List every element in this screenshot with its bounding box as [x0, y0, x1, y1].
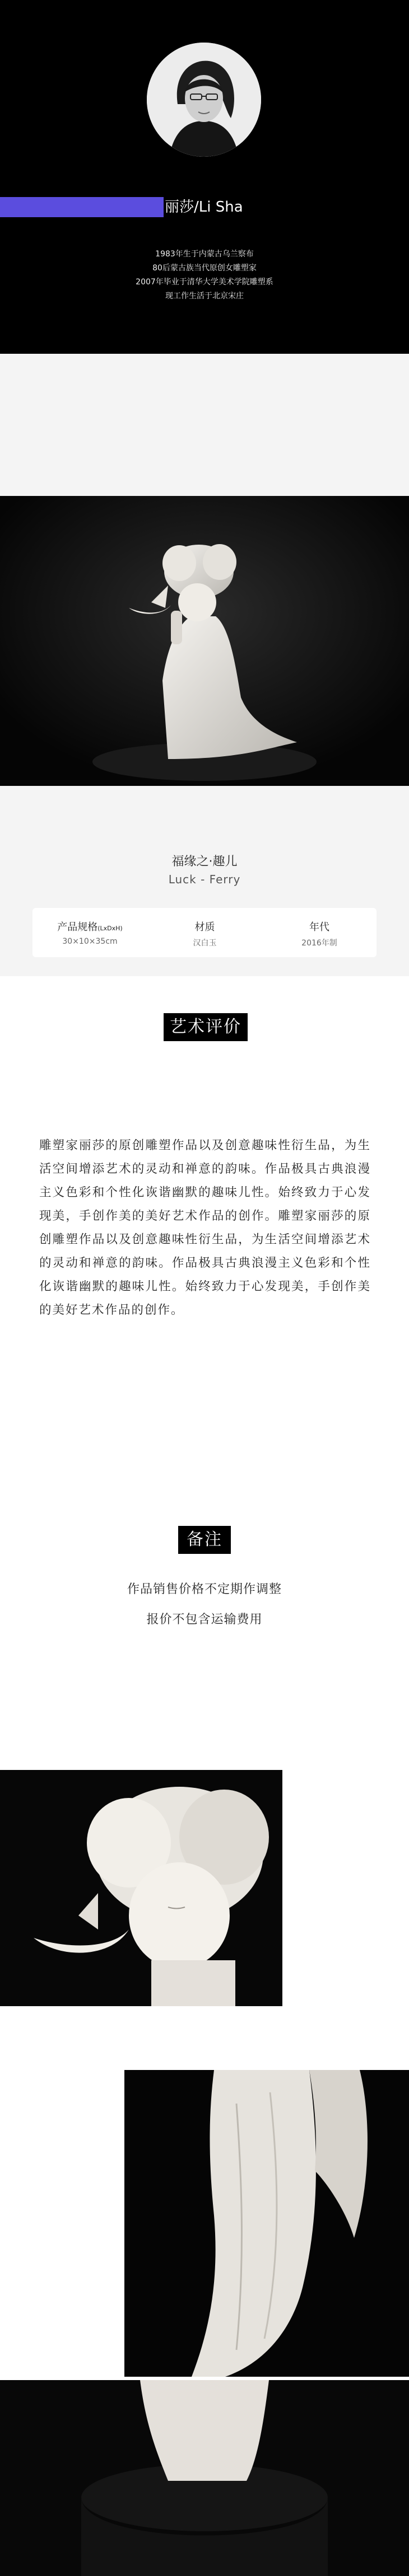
- bio-line: 2007年毕业于清华大学美术学院雕塑系: [136, 278, 273, 287]
- spec-label: 产品规格(LxDxH): [57, 921, 123, 933]
- bio-line: 现工作生活于北京宋庄: [165, 292, 244, 301]
- note-heading: 备注: [178, 1526, 231, 1554]
- spec-value: 30×10×35cm: [62, 937, 118, 946]
- note-line: 报价不包含运输费用: [146, 1613, 263, 1627]
- spec-size: [32, 908, 147, 957]
- spec-label: 材质: [194, 921, 215, 933]
- bio-line: 1983年生于内蒙古乌兰察布: [155, 250, 254, 259]
- artist-name-bar: [0, 197, 409, 217]
- artist-avatar: [147, 43, 261, 157]
- product-info: [0, 786, 409, 976]
- sculpture-photo-base: [0, 2380, 409, 2576]
- sculpture-photo-main: [0, 496, 409, 786]
- artist-name: 丽莎/Li Sha: [165, 199, 243, 216]
- product-subtitle: Luck - Ferry: [168, 873, 241, 886]
- review-text: 雕塑家丽莎的原创雕塑作品以及创意趣味性衍生品，为生活空间增添艺术的灵动和禅意的韵味。作品极具古典浪漫主义色彩和个性化诙谐幽默的趣味儿性。始终致力于心发现美，手创作美的美好艺术作品的创作。雕塑家丽莎的原创雕塑作品以及创意趣味性衍生品，为生活空间增添艺术的灵动和禅意的韵味。作品极具古典浪漫主义色彩和个性化诙谐幽默的趣味儿性。始终致力于心发现美，手创作美的美好艺术作品的创作。: [39, 1139, 371, 1317]
- spec-card: [32, 908, 377, 957]
- name-accent-bar: [0, 197, 164, 217]
- bio-line: 80后蒙古族当代原创女雕塑家: [152, 264, 257, 273]
- artist-bio: [0, 247, 409, 303]
- note-line: 作品销售价格不定期作调整: [127, 1582, 282, 1596]
- spec-label: 年代: [309, 921, 329, 933]
- spec-year: [262, 908, 377, 957]
- artist-header: [0, 0, 409, 354]
- spec-value: 汉白玉: [193, 939, 217, 948]
- sculpture-photo-body: [124, 2070, 409, 2377]
- review-heading: 艺术评价: [164, 1013, 248, 1041]
- spacer-band: [0, 354, 409, 496]
- sculpture-photo-head: [0, 1770, 282, 2006]
- spec-value: 2016年制: [301, 939, 337, 948]
- spec-material: [147, 908, 262, 957]
- product-title: 福缘之·趣儿: [171, 855, 238, 869]
